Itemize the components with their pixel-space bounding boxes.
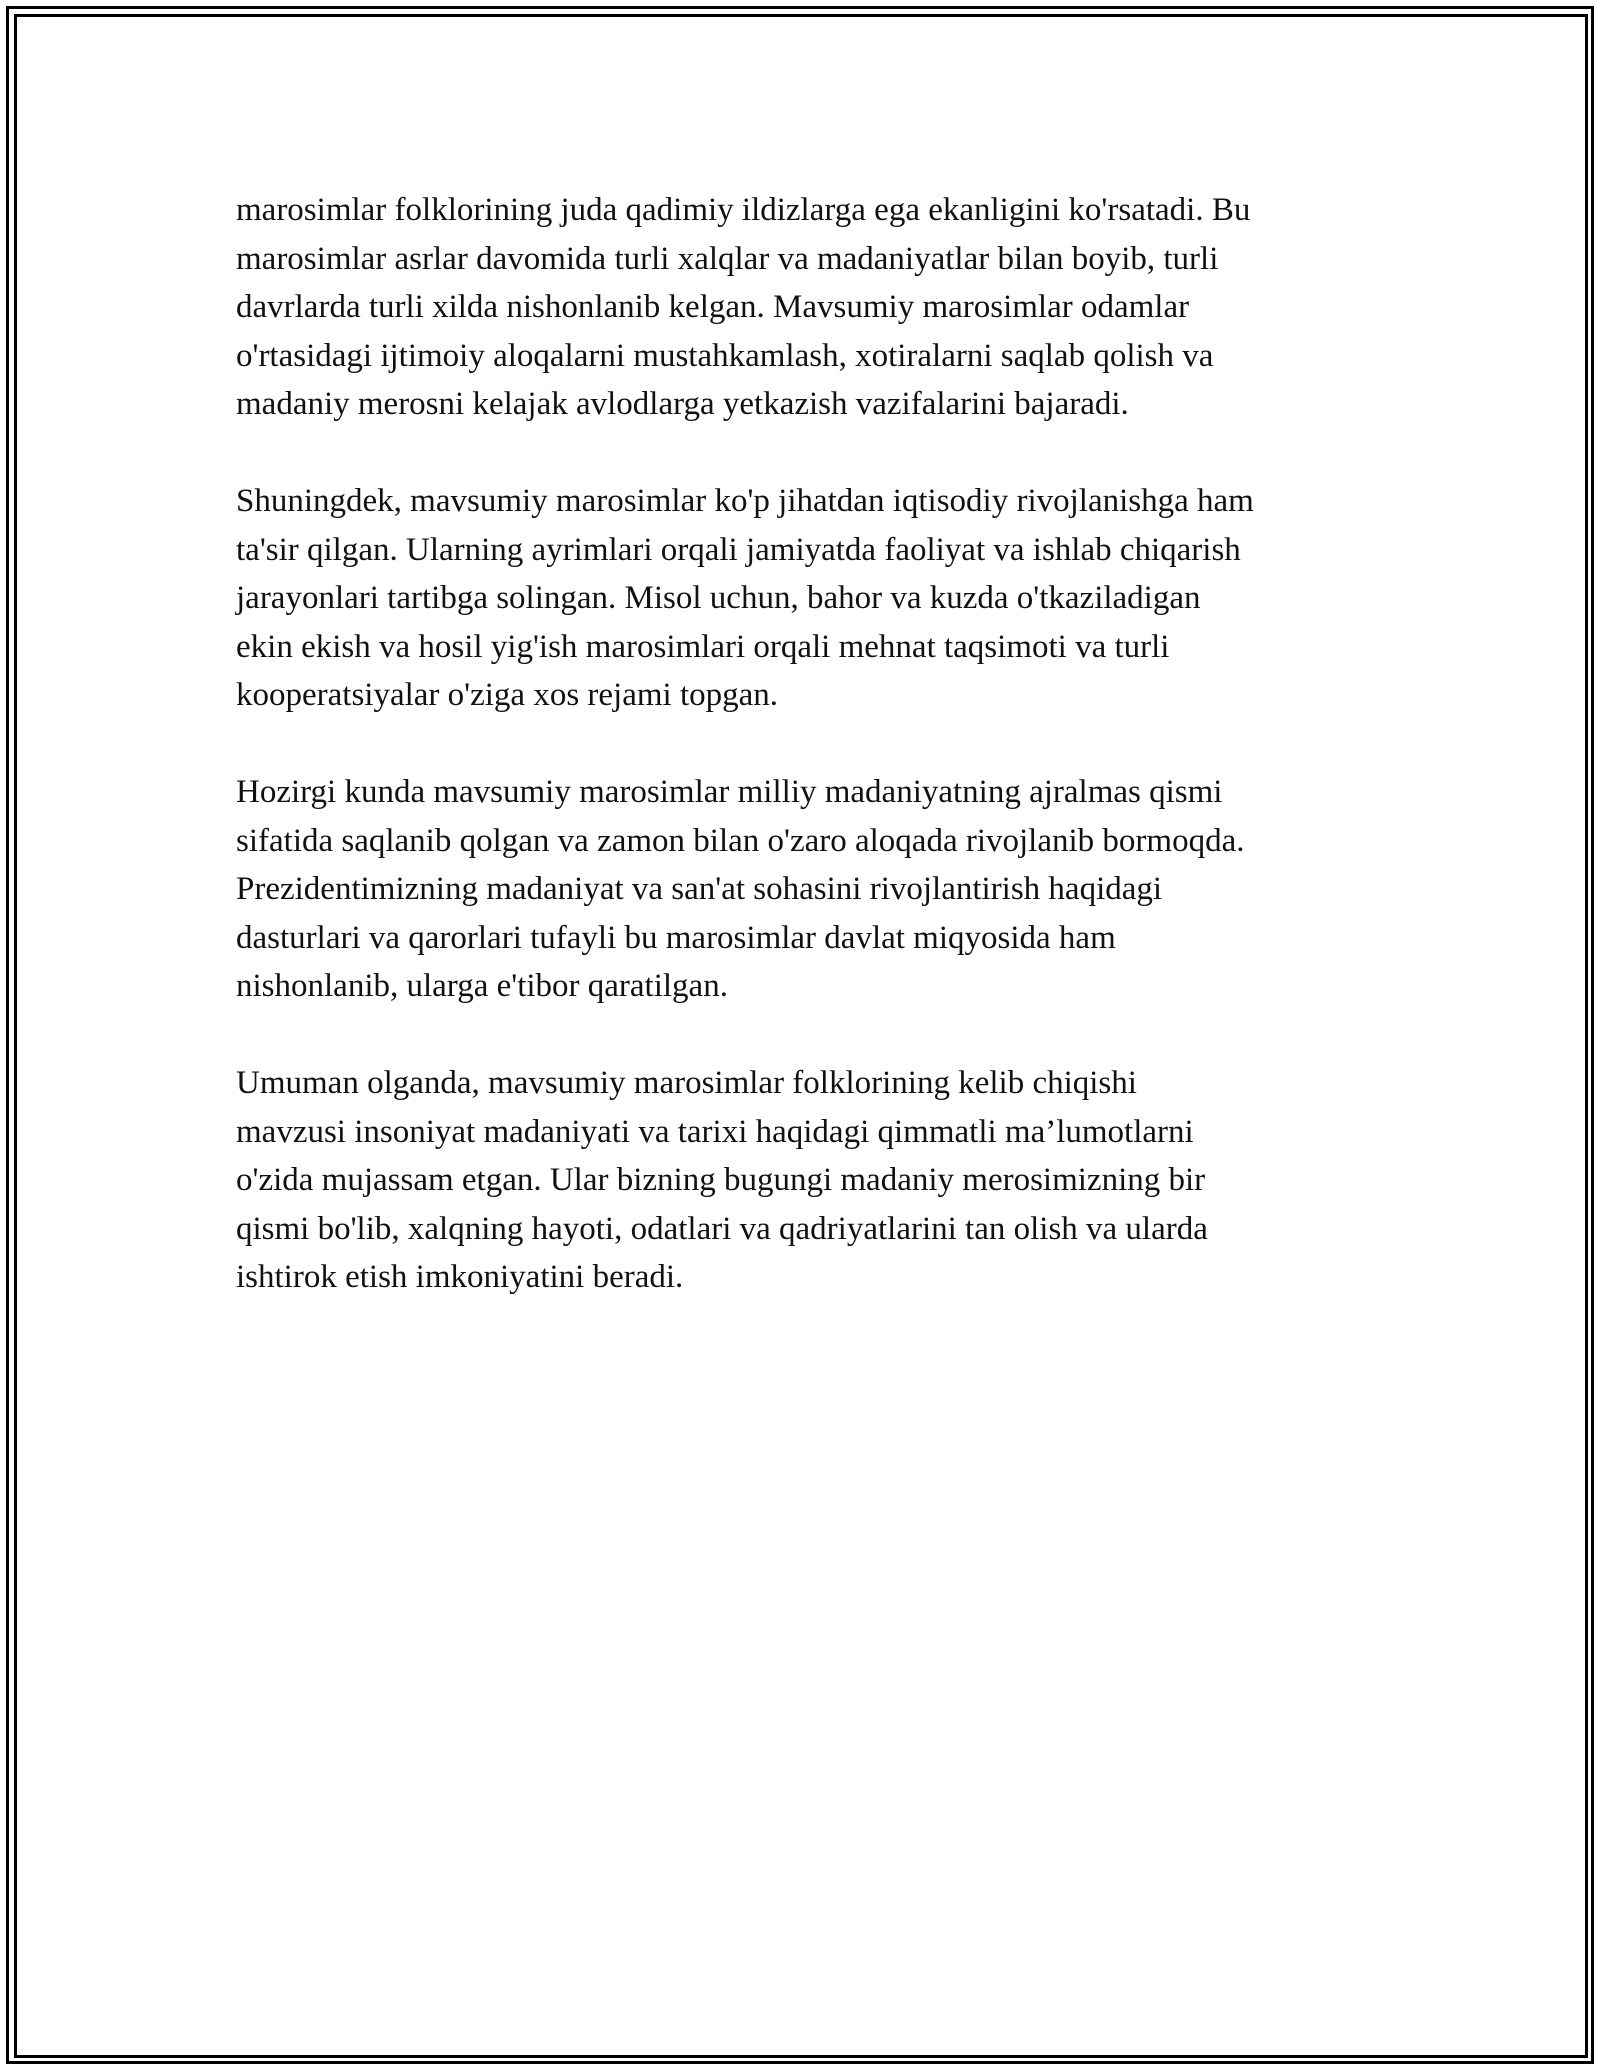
text-line: mavzusi insoniyat madaniyati va tarixi haqidagi qimmatli ma’lumotlarni <box>236 1113 1194 1150</box>
text-line: kooperatsiyalar o'ziga xos rejami topgan. <box>236 677 779 713</box>
text-line: marosimlar folklorining juda qadimiy ildizlarga ega ekanligini ko'rsatadi. Bu <box>236 192 1251 228</box>
text-line: Hozirgi kunda mavsumiy marosimlar milliy madaniyatning ajralmas qismi <box>236 774 1223 810</box>
text-line: ta'sir qilgan. Ularning ayrimlari orqali jamiyatda faoliyat va ishlab chiqarish <box>236 531 1241 568</box>
paragraph-4 <box>236 1059 1386 1302</box>
document-body <box>236 186 1386 1350</box>
text-line: Shuningdek, mavsumiy marosimlar ko'p jihatdan iqtisodiy rivojlanishga ham <box>236 483 1254 519</box>
text-line: o'zida mujassam etgan. Ular bizning bugungi madaniy merosimizning bir <box>236 1162 1206 1198</box>
paragraph-3 <box>236 768 1386 1011</box>
text-line: davrlarda turli xilda nishonlanib kelgan. Mavsumiy marosimlar odamlar <box>236 289 1190 325</box>
text-line: Prezidentimizning madaniyat va san'at sohasini rivojlantirish haqidagi <box>236 871 1163 907</box>
text-line: o'rtasidagi ijtimoiy aloqalarni mustahkamlash, xotiralarni saqlab qolish va <box>236 337 1214 374</box>
text-line: nishonlanib, ularga e'tibor qaratilgan. <box>236 968 728 1004</box>
text-line: ekin ekish va hosil yig'ish marosimlari orqali mehnat taqsimoti va turli <box>236 628 1170 665</box>
text-line: dasturlari va qarorlari tufayli bu marosimlar davlat miqyosida ham <box>236 919 1116 956</box>
text-line: madaniy merosni kelajak avlodlarga yetkazish vazifalarini bajaradi. <box>236 386 1129 422</box>
paragraph-2 <box>236 477 1386 720</box>
text-line: jarayonlari tartibga solingan. Misol uchun, bahor va kuzda o'tkaziladigan <box>236 580 1201 616</box>
text-line: Umuman olganda, mavsumiy marosimlar folklorining kelib chiqishi <box>236 1065 1137 1101</box>
text-line: marosimlar asrlar davomida turli xalqlar va madaniyatlar bilan boyib, turli <box>236 240 1219 277</box>
paragraph-1 <box>236 186 1386 429</box>
text-line: qismi bo'lib, xalqning hayoti, odatlari va qadriyatlarini tan olish va ularda <box>236 1210 1208 1247</box>
text-line: ishtirok etish imkoniyatini beradi. <box>236 1259 684 1295</box>
text-line: sifatida saqlanib qolgan va zamon bilan o'zaro aloqada rivojlanib bormoqda. <box>236 822 1245 859</box>
